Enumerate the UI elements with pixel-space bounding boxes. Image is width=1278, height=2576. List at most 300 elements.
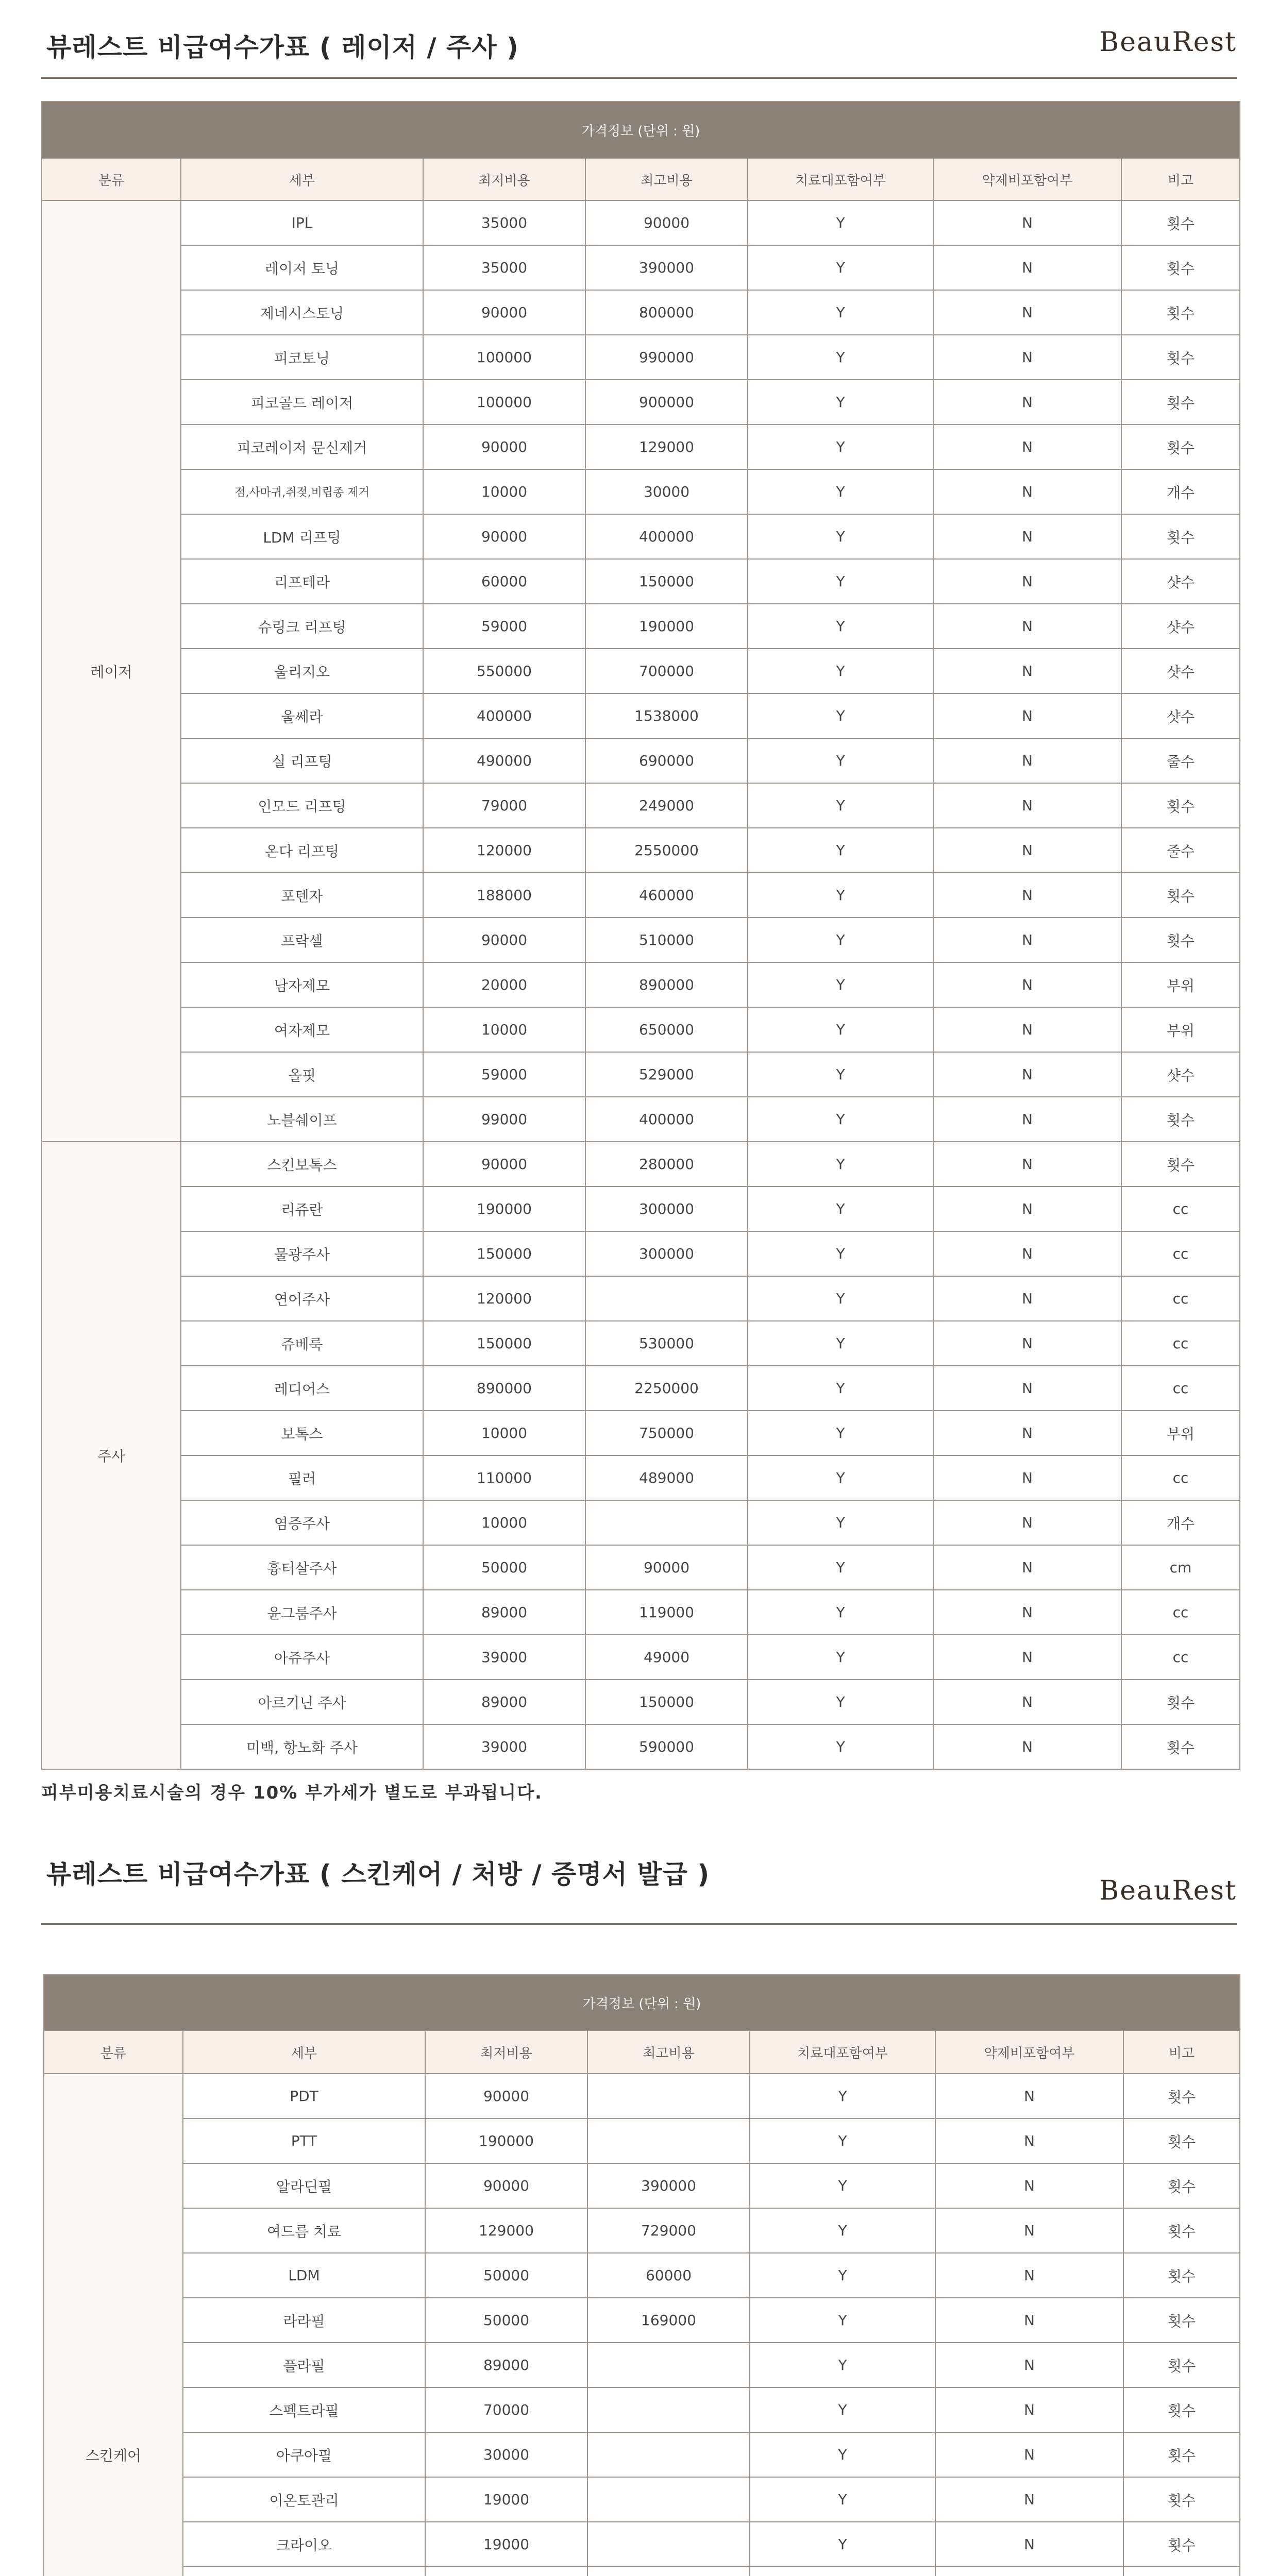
drug-included: N (933, 1007, 1121, 1052)
item-name: 아쥬주사 (181, 1635, 423, 1680)
min-price: 90000 (425, 2163, 587, 2208)
drug-included: N (935, 2522, 1123, 2567)
treatment-included: Y (748, 1142, 933, 1187)
table-header: 가격정보 (단위 : 원) (44, 1975, 1240, 2030)
treatment-included: Y (750, 2119, 935, 2163)
unit: 횟수 (1123, 2387, 1240, 2432)
table-row (42, 245, 1240, 290)
item-name: 리프테라 (181, 559, 423, 604)
max-price: 890000 (585, 962, 748, 1007)
table-row (44, 2298, 1240, 2343)
drug-included: N (933, 514, 1121, 559)
treatment-included: Y (748, 828, 933, 873)
drug-included: N (933, 335, 1121, 380)
drug-included: N (935, 2432, 1123, 2477)
table-row (42, 649, 1240, 693)
treatment-included: Y (750, 2343, 935, 2387)
column-header: 약제비포함여부 (935, 2030, 1123, 2074)
drug-included: N (933, 200, 1121, 245)
treatment-included: Y (748, 1366, 933, 1411)
table-row (44, 2074, 1240, 2119)
table-row (42, 425, 1240, 469)
min-price: 20000 (423, 962, 585, 1007)
table-row (42, 1007, 1240, 1052)
treatment-included: Y (750, 2298, 935, 2343)
min-price: 90000 (423, 918, 585, 962)
treatment-included: Y (750, 2477, 935, 2522)
max-price (585, 1500, 748, 1545)
min-price: 100000 (423, 380, 585, 425)
min-price: 100000 (423, 335, 585, 380)
table-row (44, 2567, 1240, 2576)
min-price: 90000 (423, 1142, 585, 1187)
table-row (42, 1276, 1240, 1321)
max-price (587, 2387, 750, 2432)
treatment-included: Y (748, 335, 933, 380)
drug-included: N (933, 1545, 1121, 1590)
column-header: 세부 (183, 2030, 425, 2074)
unit: 횟수 (1121, 425, 1240, 469)
max-price: 900000 (585, 380, 748, 425)
unit: cc (1121, 1187, 1240, 1231)
column-header: 분류 (42, 158, 181, 200)
item-name: 리쥬란 (181, 1187, 423, 1231)
max-price: 700000 (585, 649, 748, 693)
table-row (42, 1724, 1240, 1769)
unit: 개수 (1121, 469, 1240, 514)
min-price: 10000 (423, 1411, 585, 1455)
unit: 줄수 (1121, 828, 1240, 873)
drug-included: N (933, 783, 1121, 828)
min-price: 90000 (423, 290, 585, 335)
unit: 샷수 (1121, 1052, 1240, 1097)
column-header-row (44, 2030, 1240, 2074)
item-name (183, 2567, 425, 2576)
treatment-included: Y (748, 918, 933, 962)
treatment-included: Y (748, 1724, 933, 1769)
section2-divider (41, 1923, 1237, 1925)
min-price: 19000 (425, 2477, 587, 2522)
drug-included (935, 2567, 1123, 2576)
drug-included: N (933, 693, 1121, 738)
treatment-included: Y (748, 693, 933, 738)
treatment-included: Y (748, 1187, 933, 1231)
unit: 횟수 (1121, 918, 1240, 962)
table-row (44, 2208, 1240, 2253)
column-header: 세부 (181, 158, 423, 200)
min-price: 150000 (423, 1231, 585, 1276)
vat-note: 피부미용치료시술의 경우 10% 부가세가 별도로 부과됩니다. (41, 1783, 543, 1803)
min-price: 59000 (423, 604, 585, 649)
section1-title: 뷰레스트 비급여수가표 ( 레이저 / 주사 ) (46, 32, 519, 62)
drug-included: N (933, 1411, 1121, 1455)
item-name: 연어주사 (181, 1276, 423, 1321)
item-name: 남자제모 (181, 962, 423, 1007)
min-price: 89000 (423, 1590, 585, 1635)
min-price: 70000 (425, 2387, 587, 2432)
item-name: 피코골드 레이저 (181, 380, 423, 425)
treatment-included: Y (748, 1500, 933, 1545)
item-name: PTT (183, 2119, 425, 2163)
drug-included: N (933, 469, 1121, 514)
drug-included: N (933, 604, 1121, 649)
drug-included: N (933, 1680, 1121, 1724)
unit: 부위 (1121, 1411, 1240, 1455)
min-price: 50000 (425, 2253, 587, 2298)
table-row (42, 1455, 1240, 1500)
drug-included: N (933, 1635, 1121, 1680)
drug-included: N (933, 559, 1121, 604)
max-price: 2250000 (585, 1366, 748, 1411)
max-price: 190000 (585, 604, 748, 649)
max-price (587, 2522, 750, 2567)
max-price (587, 2074, 750, 2119)
drug-included: N (933, 918, 1121, 962)
max-price (587, 2119, 750, 2163)
drug-included: N (933, 1231, 1121, 1276)
max-price: 150000 (585, 1680, 748, 1724)
min-price: 110000 (423, 1455, 585, 1500)
treatment-included: Y (748, 290, 933, 335)
treatment-included: Y (748, 559, 933, 604)
table-row (44, 2522, 1240, 2567)
column-header: 치료대포함여부 (750, 2030, 935, 2074)
max-price: 489000 (585, 1455, 748, 1500)
unit: 횟수 (1123, 2119, 1240, 2163)
unit: cc (1121, 1276, 1240, 1321)
unit: cc (1121, 1590, 1240, 1635)
table-row (42, 918, 1240, 962)
min-price: 90000 (423, 425, 585, 469)
table-row (42, 1097, 1240, 1142)
max-price: 49000 (585, 1635, 748, 1680)
table-row (42, 738, 1240, 783)
table-row (42, 200, 1240, 245)
table-row (42, 559, 1240, 604)
table-row (44, 2253, 1240, 2298)
treatment-included: Y (748, 1231, 933, 1276)
table-row (42, 1545, 1240, 1590)
unit: 횟수 (1121, 335, 1240, 380)
max-price: 30000 (585, 469, 748, 514)
unit: cc (1121, 1321, 1240, 1366)
max-price: 750000 (585, 1411, 748, 1455)
unit: cc (1121, 1455, 1240, 1500)
item-name: 윤그룸주사 (181, 1590, 423, 1635)
treatment-included: Y (748, 1276, 933, 1321)
min-price: 89000 (425, 2343, 587, 2387)
treatment-included: Y (750, 2074, 935, 2119)
table-row (44, 2432, 1240, 2477)
table-row (42, 335, 1240, 380)
drug-included: N (933, 425, 1121, 469)
drug-included: N (935, 2477, 1123, 2522)
treatment-included: Y (748, 469, 933, 514)
max-price: 800000 (585, 290, 748, 335)
max-price: 90000 (585, 200, 748, 245)
item-name: 실 리프팅 (181, 738, 423, 783)
max-price (587, 2343, 750, 2387)
unit: 횟수 (1121, 200, 1240, 245)
table-row (42, 828, 1240, 873)
min-price: 35000 (423, 245, 585, 290)
item-name: 스킨보톡스 (181, 1142, 423, 1187)
item-name: 알라딘필 (183, 2163, 425, 2208)
unit: 개수 (1121, 1500, 1240, 1545)
item-name: 레이저 토닝 (181, 245, 423, 290)
treatment-included: Y (748, 1052, 933, 1097)
treatment-included: Y (750, 2163, 935, 2208)
drug-included: N (933, 1321, 1121, 1366)
treatment-included: Y (748, 1635, 933, 1680)
min-price: 79000 (423, 783, 585, 828)
table-header: 가격정보 (단위 : 원) (42, 101, 1240, 158)
treatment-included: Y (748, 514, 933, 559)
column-header-row (42, 158, 1240, 200)
treatment-included: Y (748, 604, 933, 649)
item-name: 플라필 (183, 2343, 425, 2387)
item-name: 피코레이저 문신제거 (181, 425, 423, 469)
min-price: 890000 (423, 1366, 585, 1411)
table-row (42, 1321, 1240, 1366)
min-price: 400000 (423, 693, 585, 738)
drug-included: N (933, 1052, 1121, 1097)
table-row (42, 469, 1240, 514)
max-price: 1538000 (585, 693, 748, 738)
min-price: 120000 (423, 1276, 585, 1321)
drug-included: N (935, 2074, 1123, 2119)
item-name: 레디어스 (181, 1366, 423, 1411)
min-price: 10000 (423, 1500, 585, 1545)
drug-included: N (933, 1455, 1121, 1500)
item-name: 스펙트라필 (183, 2387, 425, 2432)
treatment-included: Y (748, 1680, 933, 1724)
max-price: 390000 (587, 2163, 750, 2208)
item-name: 여드름 치료 (183, 2208, 425, 2253)
min-price: 190000 (423, 1187, 585, 1231)
max-price: 150000 (585, 559, 748, 604)
treatment-included: Y (748, 738, 933, 783)
column-header: 치료대포함여부 (748, 158, 933, 200)
unit: 줄수 (1121, 738, 1240, 783)
item-name: 이온토관리 (183, 2477, 425, 2522)
max-price: 119000 (585, 1590, 748, 1635)
treatment-included: Y (748, 1545, 933, 1590)
unit: 부위 (1121, 962, 1240, 1007)
unit: 횟수 (1123, 2163, 1240, 2208)
item-name: IPL (181, 200, 423, 245)
item-name: 포텐자 (181, 873, 423, 918)
min-price: 188000 (423, 873, 585, 918)
max-price: 249000 (585, 783, 748, 828)
drug-included: N (933, 290, 1121, 335)
max-price: 390000 (585, 245, 748, 290)
max-price: 400000 (585, 1097, 748, 1142)
treatment-included: Y (750, 2432, 935, 2477)
min-price: 490000 (423, 738, 585, 783)
table-row (42, 1366, 1240, 1411)
table-row (42, 1635, 1240, 1680)
min-price: 90000 (423, 514, 585, 559)
max-price: 590000 (585, 1724, 748, 1769)
min-price: 10000 (423, 469, 585, 514)
item-name: 프락셀 (181, 918, 423, 962)
item-name: 라라필 (183, 2298, 425, 2343)
min-price: 89000 (423, 1680, 585, 1724)
table-row (42, 1187, 1240, 1231)
drug-included: N (933, 380, 1121, 425)
treatment-included: Y (750, 2253, 935, 2298)
unit: cc (1121, 1231, 1240, 1276)
unit: cm (1121, 1545, 1240, 1590)
brand-logo-2: BeauRest (1099, 1875, 1237, 1906)
drug-included: N (933, 1500, 1121, 1545)
drug-included: N (935, 2343, 1123, 2387)
item-name: LDM (183, 2253, 425, 2298)
max-price (585, 1276, 748, 1321)
item-name: 미백, 항노화 주사 (181, 1724, 423, 1769)
table-row (42, 1231, 1240, 1276)
item-name: 쥬베룩 (181, 1321, 423, 1366)
treatment-included (750, 2567, 935, 2576)
unit: cc (1121, 1366, 1240, 1411)
table-row (42, 1142, 1240, 1187)
column-header: 최저비용 (425, 2030, 587, 2074)
drug-included: N (933, 649, 1121, 693)
treatment-included: Y (748, 200, 933, 245)
table-row (42, 1590, 1240, 1635)
item-name: 제네시스토닝 (181, 290, 423, 335)
table-row (42, 290, 1240, 335)
min-price: 19000 (425, 2522, 587, 2567)
item-name: 크라이오 (183, 2522, 425, 2567)
item-name: 필러 (181, 1455, 423, 1500)
unit: 횟수 (1123, 2432, 1240, 2477)
section1-divider (41, 77, 1237, 79)
drug-included: N (933, 962, 1121, 1007)
unit: 횟수 (1121, 245, 1240, 290)
min-price: 90000 (425, 2074, 587, 2119)
treatment-included: Y (750, 2208, 935, 2253)
min-price: 550000 (423, 649, 585, 693)
max-price: 460000 (585, 873, 748, 918)
drug-included: N (933, 1724, 1121, 1769)
max-price: 690000 (585, 738, 748, 783)
treatment-included: Y (748, 380, 933, 425)
treatment-included: Y (748, 1455, 933, 1500)
max-price: 400000 (585, 514, 748, 559)
max-price: 300000 (585, 1187, 748, 1231)
drug-included: N (933, 1097, 1121, 1142)
unit: 횟수 (1123, 2298, 1240, 2343)
max-price: 280000 (585, 1142, 748, 1187)
item-name: 염증주사 (181, 1500, 423, 1545)
treatment-included: Y (748, 245, 933, 290)
item-name: 노블쉐이프 (181, 1097, 423, 1142)
max-price: 2550000 (585, 828, 748, 873)
item-name: 아쿠아필 (183, 2432, 425, 2477)
table-row (44, 2119, 1240, 2163)
unit: 횟수 (1123, 2343, 1240, 2387)
drug-included: N (935, 2208, 1123, 2253)
table-row (42, 1500, 1240, 1545)
treatment-included: Y (748, 1590, 933, 1635)
unit: 샷수 (1121, 604, 1240, 649)
drug-included: N (933, 245, 1121, 290)
table-row (42, 604, 1240, 649)
unit: 횟수 (1121, 1097, 1240, 1142)
max-price: 529000 (585, 1052, 748, 1097)
unit: 횟수 (1123, 2253, 1240, 2298)
column-header: 최고비용 (585, 158, 748, 200)
item-name: LDM 리프팅 (181, 514, 423, 559)
unit: 횟수 (1121, 783, 1240, 828)
min-price: 120000 (423, 828, 585, 873)
brand-logo: BeauRest (1099, 27, 1237, 58)
drug-included: N (935, 2253, 1123, 2298)
item-name: 울쎄라 (181, 693, 423, 738)
item-name: 아르기닌 주사 (181, 1680, 423, 1724)
table-row (42, 693, 1240, 738)
drug-included: N (933, 1276, 1121, 1321)
min-price: 50000 (425, 2298, 587, 2343)
unit: 횟수 (1121, 514, 1240, 559)
min-price: 59000 (423, 1052, 585, 1097)
treatment-included: Y (748, 783, 933, 828)
item-name: 울리지오 (181, 649, 423, 693)
column-header: 약제비포함여부 (933, 158, 1121, 200)
table-row (44, 2477, 1240, 2522)
unit: cc (1121, 1635, 1240, 1680)
item-name: 온다 리프팅 (181, 828, 423, 873)
drug-included: N (933, 1366, 1121, 1411)
unit: 횟수 (1123, 2477, 1240, 2522)
treatment-included: Y (748, 962, 933, 1007)
max-price: 530000 (585, 1321, 748, 1366)
item-name: PDT (183, 2074, 425, 2119)
max-price: 90000 (585, 1545, 748, 1590)
drug-included: N (933, 828, 1121, 873)
max-price: 650000 (585, 1007, 748, 1052)
max-price (587, 2567, 750, 2576)
min-price: 60000 (423, 559, 585, 604)
table-row (42, 514, 1240, 559)
column-header: 최고비용 (587, 2030, 750, 2074)
table-row (42, 1052, 1240, 1097)
treatment-included: Y (750, 2387, 935, 2432)
unit: 횟수 (1123, 2208, 1240, 2253)
min-price: 129000 (425, 2208, 587, 2253)
drug-included: N (933, 873, 1121, 918)
unit: 부위 (1121, 1007, 1240, 1052)
skincare-price-table (43, 1974, 1240, 2576)
unit: 횟수 (1121, 380, 1240, 425)
drug-included: N (933, 1590, 1121, 1635)
treatment-included: Y (748, 1097, 933, 1142)
min-price: 99000 (423, 1097, 585, 1142)
item-name: 보톡스 (181, 1411, 423, 1455)
item-name: 흉터살주사 (181, 1545, 423, 1590)
drug-included: N (933, 1187, 1121, 1231)
unit (1123, 2567, 1240, 2576)
max-price: 60000 (587, 2253, 750, 2298)
min-price: 39000 (423, 1724, 585, 1769)
drug-included: N (935, 2298, 1123, 2343)
min-price: 190000 (425, 2119, 587, 2163)
min-price: 35000 (423, 200, 585, 245)
category-cell: 주사 (42, 1142, 181, 1769)
category-cell: 레이저 (42, 200, 181, 1142)
